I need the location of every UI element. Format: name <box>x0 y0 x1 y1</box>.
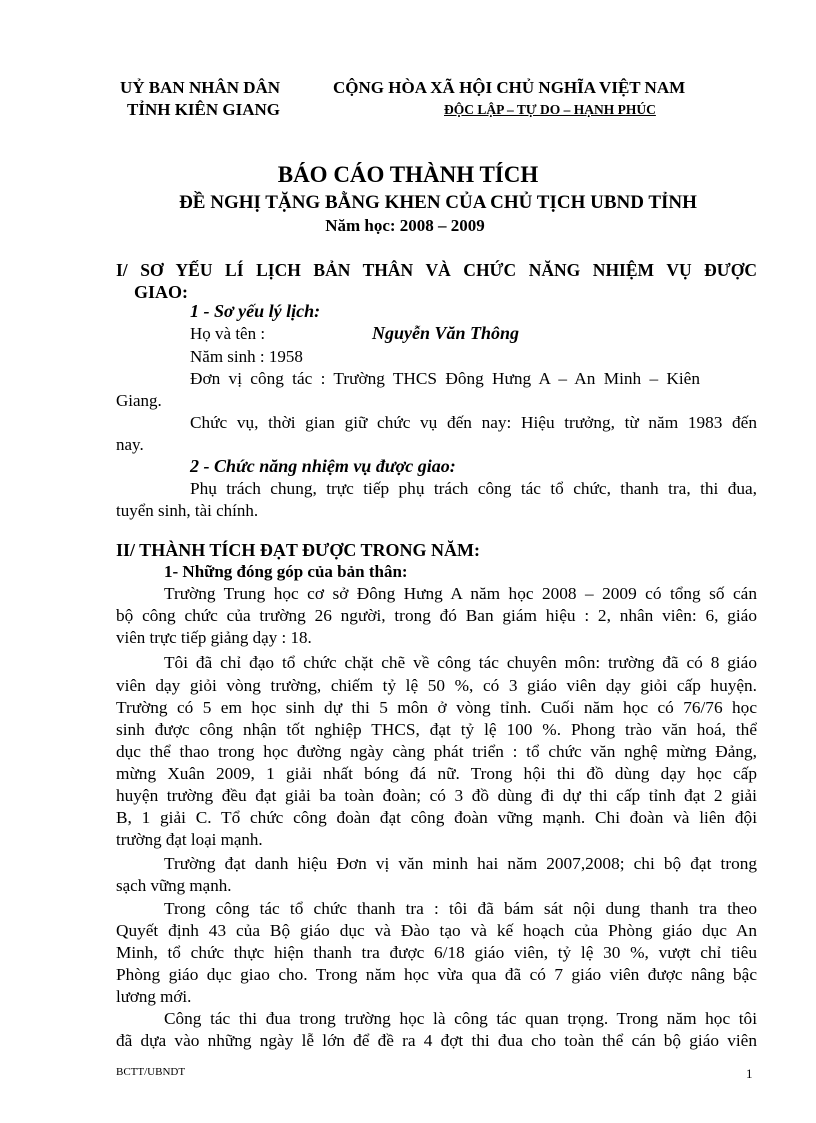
p4-line2: Quyết định 43 của Bộ giáo dục và Đào tạo và kế hoạch của Phòng giáo dục An <box>116 921 757 940</box>
work-unit-line1: Đơn vị công tác : Trường THCS Đông Hưng A – An Minh – Kiên <box>190 369 700 388</box>
document-code: BCTT/UBNDT <box>116 1066 186 1078</box>
p2-line5: dục thể thao trong học đường ngày càng phát triển : tổ chức văn nghệ mừng Đảng, <box>116 742 757 761</box>
subsection-curriculum-vitae: 1 - Sơ yếu lý lịch: <box>190 301 321 321</box>
p2-line8: B, 1 giải C. Tổ chức công đoàn đạt công đoàn vững mạnh. Chi đoàn và liên đội <box>116 808 757 827</box>
p1-line2: bộ công chức của trường 26 người, trong đó Ban giám hiệu : 2, nhân viên: 6, giáo <box>116 606 757 625</box>
p4-line1: Trong công tác tổ chức thanh tra : tôi đã bám sát nội dung thanh tra theo <box>164 899 757 918</box>
p2-line7: huyện trường đều đạt giải ba toàn đoàn; có 3 đồ dùng đi dự thi cấp tỉnh đạt 2 giải <box>116 786 757 805</box>
national-motto: ĐỘC LẬP – TỰ DO – HẠNH PHÚC <box>444 102 656 117</box>
subsection-contributions: 1- Những đóng góp của bản thân: <box>164 562 408 581</box>
section1-heading-cont: GIAO: <box>134 282 188 302</box>
p3-line2: sạch vững mạnh. <box>116 876 232 895</box>
duties-line2: tuyển sinh, tài chính. <box>116 501 259 520</box>
page-number: 1 <box>746 1066 753 1081</box>
report-subtitle: ĐỀ NGHỊ TẶNG BẰNG KHEN CỦA CHỦ TỊCH UBND TỈNH <box>179 192 697 213</box>
position-line1: Chức vụ, thời gian giữ chức vụ đến nay: Hiệu trưởng, từ năm 1983 đến <box>190 413 757 432</box>
school-year: Năm học: 2008 – 2009 <box>325 216 485 235</box>
section2-heading: II/ THÀNH TÍCH ĐẠT ĐƯỢC TRONG NĂM: <box>116 540 481 560</box>
work-unit-line2: Giang. <box>116 391 162 410</box>
name-value: Nguyễn Văn Thông <box>372 323 520 343</box>
p2-line9: trường đạt loại mạnh. <box>116 830 263 849</box>
p2-line6: mừng Xuân 2009, 1 giải nhất bóng đá nữ. Trong hội thi đồ dùng dạy học cấp <box>116 764 757 783</box>
p2-line1: Tôi đã chỉ đạo tổ chức chặt chẽ về công tác chuyên môn: trường đã có 8 giáo <box>164 653 757 672</box>
report-title: BÁO CÁO THÀNH TÍCH <box>277 162 539 187</box>
duties-line1: Phụ trách chung, trực tiếp phụ trách công tác tổ chức, thanh tra, thi đua, <box>190 479 757 498</box>
p4-line4: Phòng giáo dục giao cho. Trong năm học vừa qua đã có 7 giáo viên được nâng bậc <box>116 965 757 984</box>
national-title: CỘNG HÒA XÃ HỘI CHỦ NGHĨA VIỆT NAM <box>333 78 686 97</box>
name-label: Họ và tên : <box>190 324 266 343</box>
p5-line2: đã dựa vào những ngày lễ lớn để đề ra 4 đợt thi đua cho toàn thể cán bộ giáo viên <box>116 1031 757 1050</box>
p1-line1: Trường Trung học cơ sở Đông Hưng A năm học 2008 – 2009 có tổng số cán <box>164 584 757 603</box>
birth-year: Năm sinh : 1958 <box>190 347 303 366</box>
p4-line5: lương mới. <box>116 987 192 1006</box>
subsection-duties: 2 - Chức năng nhiệm vụ được giao: <box>190 456 456 476</box>
p2-line2: viên dạy giỏi vòng trường, chiếm tỷ lệ 50 %, có 3 giáo viên dạy giỏi cấp huyện. <box>116 676 757 695</box>
p1-line3: viên trực tiếp giảng dạy : 18. <box>116 628 312 647</box>
agency-name-line1: UỶ BAN NHÂN DÂN <box>120 78 281 97</box>
agency-name-line2: TỈNH KIÊN GIANG <box>127 100 281 119</box>
position-line2: nay. <box>116 435 144 454</box>
p5-line1: Công tác thi đua trong trường học là công tác quan trọng. Trong năm học tôi <box>164 1009 757 1028</box>
p2-line4: sinh được công nhận tốt nghiệp THCS, đạt tỷ lệ 100 %. Phong trào văn hoá, thể <box>116 720 757 739</box>
p2-line3: Trường có 5 em học sinh dự thi 5 môn ở vòng tỉnh. Cuối năm học có 76/76 học <box>116 698 757 717</box>
section1-heading: I/ SƠ YẾU LÍ LỊCH BẢN THÂN VÀ CHỨC NĂNG NHIỆM VỤ ĐƯỢC <box>116 260 757 280</box>
p3-line1: Trường đạt danh hiệu Đơn vị văn minh hai năm 2007,2008; chi bộ đạt trong <box>164 854 757 873</box>
p4-line3: Minh, tổ chức thực hiện thanh tra được 6/18 giáo viên, tỷ lệ 30 %, vượt chỉ tiêu <box>116 943 757 962</box>
